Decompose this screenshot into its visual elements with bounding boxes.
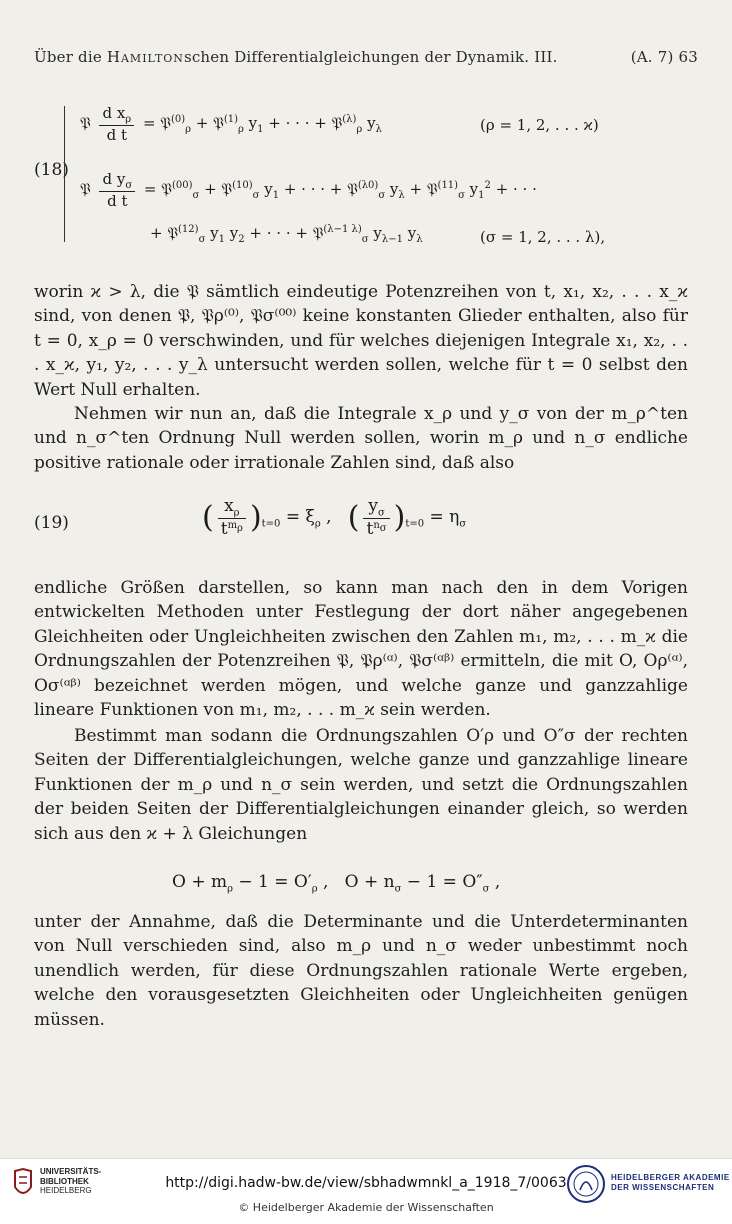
equation-18-line-2: 𝔓 $\frac{d y_\sigma}{\text{d t}}$ = 𝔓$^{(00)}_\sigma$ + 𝔓$^{(10)}_\sigma$ $y_1$ + · · · + 𝔓$^{(\lambda 0)}_\sigma$ $y_\lambda$ + 𝔓$^{(11)}_\sigma$ $y_1^2$ + · · · <box>80 170 537 210</box>
equation-18-label: (18) <box>34 160 69 180</box>
header-title: Über die Hamiltonschen Differentialgleichungen der Dynamik. III. <box>34 48 558 66</box>
equation-19-label: (19) <box>34 513 69 533</box>
academy-name: HEIDELBERGER AKADEMIE DER WISSENSCHAFTEN <box>611 1173 730 1192</box>
academy-seal-icon <box>566 1164 606 1204</box>
paragraph-3: endliche Größen darstellen, so kann man nach den in dem Vorigen entwickelten Methoden unter Festlegung der dort näher angegebenen Gleichheiten oder Ungleichheiten zwischen den Zahlen m₁, m₂, . . . m_ϰ die Ordnungszahlen der Potenzreihen 𝔓, 𝔓ρ⁽ᵅ⁾, 𝔓σ⁽ᵅᵝ⁾ ermitteln, die mit O, Oρ⁽ᵅ⁾, Oσ⁽ᵅᵝ⁾ bezeichnet werden mögen, und welche ganze und ganzzahlige lineare Funktionen von m₁, m₂, . . . m_ϰ sein werden. <box>34 578 688 721</box>
paragraph-1: worin ϰ > λ, die 𝔓 sämtlich eindeutige Potenzreihen von t, x₁, x₂, . . . x_ϰ sind, von denen 𝔓, 𝔓ρ⁽⁰⁾, 𝔓σ⁽⁰⁰⁾ keine konstanten Glieder enthalten, also für t = 0, x_ρ = 0 verschwinden, und für welches diejenigen Integrale x₁, x₂, . . . x_ϰ, y₁, y₂, . . . y_λ untersucht werden sollen, welche für t = 0 selbst den Wert Null erhalten. <box>34 282 688 400</box>
header-page-ref: (A. 7) 63 <box>630 48 698 66</box>
equation-18-line-1-condition: (ρ = 1, 2, . . . ϰ) <box>480 116 599 134</box>
footer-bar <box>0 1158 732 1224</box>
equation-18-brace <box>64 106 71 242</box>
equation-19-body: ( $\frac{x_\rho}{t^{m_\rho}}$ )$_{t=0} = \xi_\rho$ , ( $\frac{y_\sigma}{t^{n_\sigma}}$ )$_{t=0} = \eta_\sigma$ <box>202 496 467 540</box>
equation-18-line-3: + 𝔓$^{(12)}_\sigma$ $y_1$ $y_2$ + · · · + 𝔓$^{(\lambda-1 \lambda)}_\sigma$ $y_{\lambda-1}$ $y_\lambda$ <box>150 224 423 245</box>
equation-18-line-1: 𝔓 $\frac{d x_\rho}{\text{d t}}$ = 𝔓$^{(0)}_\rho$ + 𝔓$^{(1)}_\rho$ $y_1$ + · · · + 𝔓$^{(\lambda)}_\rho$ $y_\lambda$ <box>80 104 382 144</box>
university-library-name: UNIVERSITÄTS- BIBLIOTHEK HEIDELBERG <box>40 1167 102 1195</box>
paragraph-2: Nehmen wir nun an, daß die Integrale x_ρ und y_σ von der m_ρ^ten und n_σ^ten Ordnung Null werden sollen, worin m_ρ und n_σ endliche positive rationale oder irrationale Zahlen sind, daß also <box>34 404 688 473</box>
order-equations: $O + m_\rho - 1 = O'_\rho$ , $O + n_\sigma - 1 = O''_\sigma$ , <box>172 872 501 895</box>
running-header <box>34 48 698 66</box>
equation-18-line-3-condition: (σ = 1, 2, . . . λ), <box>480 228 606 246</box>
paragraph-5: unter der Annahme, daß die Determinante und die Unterdeterminanten von Null verschieden sind, also m_ρ und n_σ weder unbestimmt noch unendlich werden, für diese Ordnungszahlen rationale Werte ergeben, welche den vorausgesetzten Gleichheiten oder Ungleichheiten genügen müssen. <box>34 912 688 1030</box>
paragraph-4: Bestimmt man sodann die Ordnungszahlen O′ρ und O″σ der rechten Seiten der Differentialgleichungen, welche ganze und ganzzahlige lineare Funktionen der m_ρ und n_σ sein werden, und setzt die Ordnungszahlen der beiden Seiten der Differentialgleichungen einander gleich, so werden sich aus den ϰ + λ Gleichungen <box>34 726 688 844</box>
source-url-link[interactable]: http://digi.hadw-bw.de/view/sbhadwmnkl_a_1918_7/0063 <box>165 1175 567 1191</box>
copyright-notice: © Heidelberger Akademie der Wissenschaften <box>238 1201 494 1214</box>
